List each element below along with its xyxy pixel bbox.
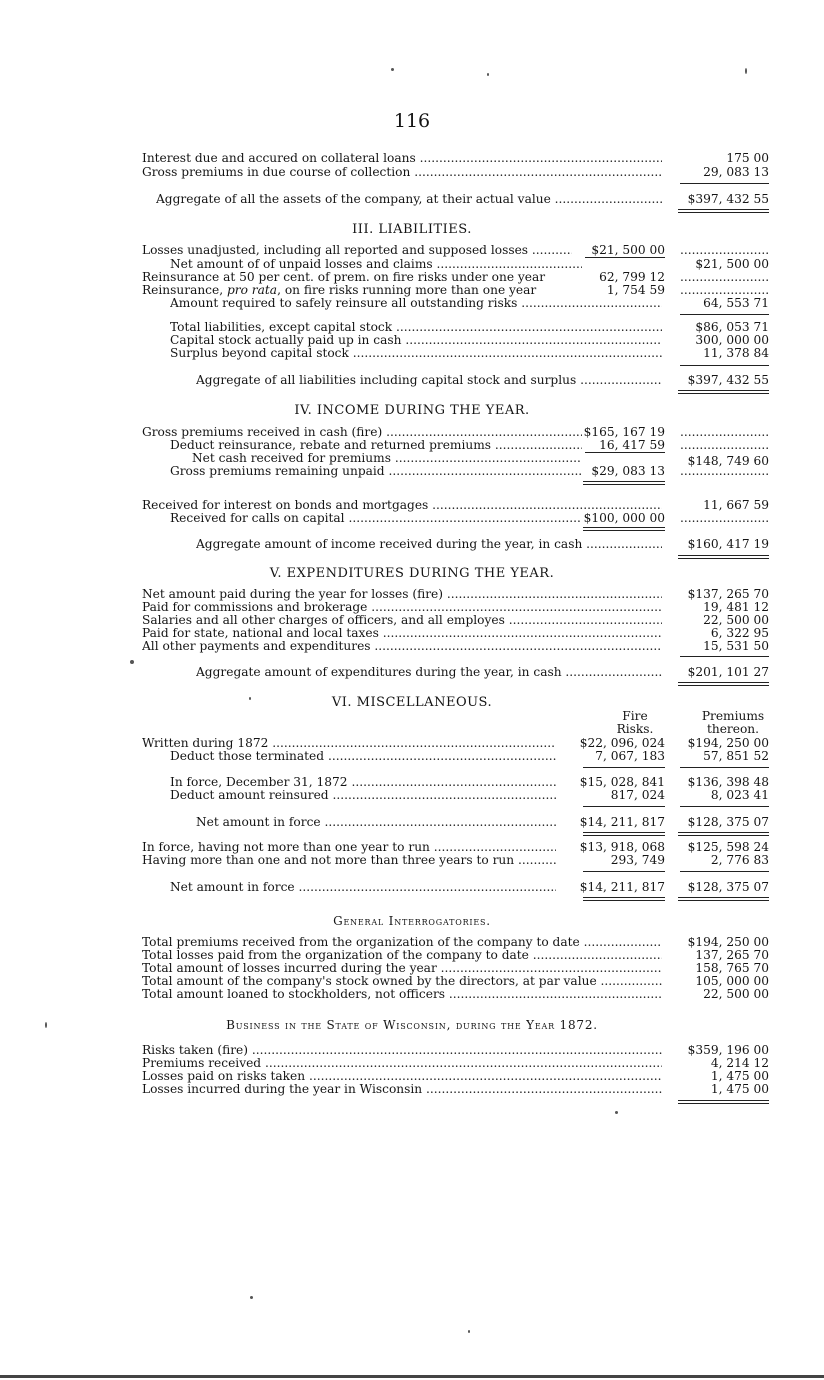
misc-heading: VI. MISCELLANEOUS. [331, 695, 493, 710]
double-rule [583, 832, 665, 836]
liabilities-aggregate-row: Aggregate of all liabilities including capital stock and surplus ..... $397, 432 55 [0, 373, 824, 387]
sum-rule [680, 806, 769, 807]
expenditures-aggregate-row: Aggregate amount of expenditures during the year, in cash ..... $201, 101 27 [0, 665, 824, 679]
general-row: Total amount of losses incurred during the year ..... 158, 765 70 [0, 961, 824, 975]
general-row: Total amount loaned to stockholders, not officers ..... 22, 500 00 [0, 987, 824, 1001]
misc-row: In force, December 31, 1872 ..... $15, 028, 841 $136, 398 48 [0, 775, 824, 789]
scan-speck [130, 660, 134, 664]
general-row: Total amount of the company's stock owned by the directors, at par value ..... 105, 000 00 [0, 974, 824, 988]
scan-speck [487, 73, 489, 76]
income-row: Gross premiums remaining unpaid ..... $29, 083 13 ..... [0, 464, 824, 478]
sum-rule [680, 656, 769, 657]
sum-rule [680, 767, 769, 768]
sum-rule [680, 314, 769, 315]
scan-speck [391, 68, 394, 71]
sum-rule [583, 871, 665, 872]
double-rule [678, 832, 769, 836]
expenditure-row: Paid for commissions and brokerage ..... 19, 481 12 [0, 600, 824, 614]
scan-edge [0, 1375, 824, 1378]
wisconsin-heading: Business in the State of Wisconsin, during the Year 1872. [226, 1018, 598, 1032]
sum-rule [680, 365, 769, 366]
expenditures-heading: V. EXPENDITURES DURING THE YEAR. [269, 566, 555, 581]
assets-aggregate-row: Aggregate of all the assets of the company, at their actual value ..... $397, 432 55 [0, 192, 824, 206]
double-rule [583, 897, 665, 901]
income-heading: IV. INCOME DURING THE YEAR. [294, 403, 530, 418]
sum-rule [680, 871, 769, 872]
liabilities-heading: III. LIABILITIES. [352, 222, 472, 237]
sum-rule [583, 806, 665, 807]
general-row: Total premiums received from the organization of the company to date ..... $194, 250 00 [0, 935, 824, 949]
liability-row: Reinsurance at 50 per cent. of prem. on fire risks under one year 62, 799 12 ..... [0, 270, 824, 284]
scan-speck [45, 1022, 47, 1028]
wisconsin-row: Risks taken (fire) ..... $359, 196 00 [0, 1043, 824, 1057]
double-rule [678, 682, 769, 686]
liability-row: Reinsurance, pro rata, on fire risks running more than one year 1, 754 59 ..... [0, 283, 824, 297]
wisconsin-row: Losses incurred during the year in Wisconsin ..... 1, 475 00 [0, 1082, 824, 1096]
double-rule [678, 555, 769, 559]
general-row: Total losses paid from the organization of the company to date ..... 137, 265 70 [0, 948, 824, 962]
scan-speck [745, 68, 747, 74]
misc-row: Net amount in force ..... $14, 211, 817 $128, 375 07 [0, 880, 824, 894]
column-header-premiums: Premiums thereon. [701, 709, 765, 736]
scan-speck [250, 1296, 253, 1299]
expenditure-row: All other payments and expenditures ..... 15, 531 50 [0, 639, 824, 653]
income-row: Received for calls on capital ..... $100, 000 00 ..... [0, 511, 824, 525]
income-row: Net cash received for premiums ..... $148, 749 60 [0, 451, 824, 465]
double-rule [678, 390, 769, 394]
liability-row: Amount required to safely reinsure all outstanding risks ..... 64, 553 71 [0, 296, 824, 310]
misc-row: In force, having not more than one year to run ..... $13, 918, 068 $125, 598 24 [0, 840, 824, 854]
double-rule [583, 481, 665, 485]
wisconsin-row: Losses paid on risks taken ..... 1, 475 00 [0, 1069, 824, 1083]
scan-speck [249, 697, 251, 700]
page-number: 116 [393, 110, 431, 132]
income-row: Received for interest on bonds and mortgages ..... 11, 667 59 [0, 498, 824, 512]
income-row: Gross premiums received in cash (fire) ..... $165, 167 19 ..... [0, 425, 824, 439]
liability-row: Losses unadjusted, including all reported and supposed losses ..... $21, 500 00 ..... [0, 243, 824, 257]
asset-row: Gross premiums in due course of collection ..... 29, 083 13 [0, 165, 824, 179]
liability-total-row: Total liabilities, except capital stock ..... $86, 053 71 [0, 320, 824, 334]
sum-rule [680, 183, 769, 184]
liability-total-row: Capital stock actually paid up in cash ..... 300, 000 00 [0, 333, 824, 347]
general-heading: General Interrogatories. [333, 914, 491, 928]
scan-speck [615, 1111, 618, 1114]
misc-row: Deduct those terminated ..... 7, 067, 183 57, 851 52 [0, 749, 824, 763]
double-rule [583, 527, 665, 531]
double-rule [678, 209, 769, 213]
misc-row: Having more than one and not more than three years to run ..... 293, 749 2, 776 83 [0, 853, 824, 867]
liability-total-row: Surplus beyond capital stock ..... 11, 378 84 [0, 346, 824, 360]
expenditure-row: Salaries and all other charges of officers, and all employes ..... 22, 500 00 [0, 613, 824, 627]
wisconsin-row: Premiums received ..... 4, 214 12 [0, 1056, 824, 1070]
scan-speck [468, 1330, 470, 1333]
misc-row: Net amount in force ..... $14, 211, 817 $128, 375 07 [0, 815, 824, 829]
column-header-fire-risks: Fire Risks. [616, 709, 654, 736]
income-aggregate-row: Aggregate amount of income received during the year, in cash ..... $160, 417 19 [0, 537, 824, 551]
expenditure-row: Paid for state, national and local taxes ..... 6, 322 95 [0, 626, 824, 640]
asset-row: Interest due and accured on collateral loans ..... 175 00 [0, 151, 824, 165]
misc-row: Written during 1872 ..... $22, 096, 024 $194, 250 00 [0, 736, 824, 750]
double-rule [678, 1100, 769, 1104]
expenditure-row: Net amount paid during the year for losses (fire) ..... $137, 265 70 [0, 587, 824, 601]
misc-row: Deduct amount reinsured ..... 817, 024 8, 023 41 [0, 788, 824, 802]
liability-row: Net amount of of unpaid losses and claims ..... $21, 500 00 [0, 257, 824, 271]
sum-rule [583, 767, 665, 768]
income-row: Deduct reinsurance, rebate and returned premiums ..... 16, 417 59 ..... [0, 438, 824, 452]
double-rule [678, 897, 769, 901]
